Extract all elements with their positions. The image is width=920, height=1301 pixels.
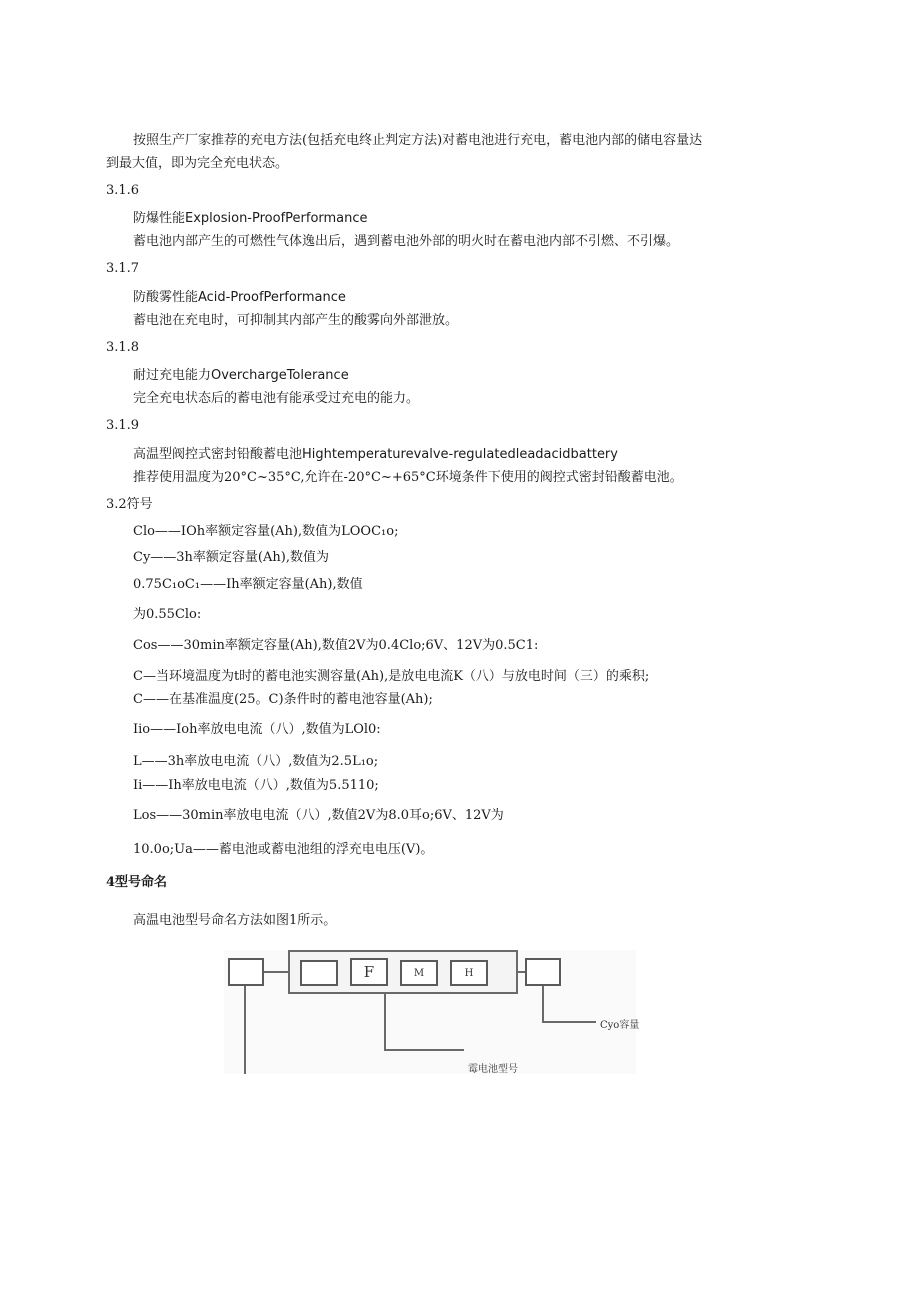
paragraph-line-2: 到最大值，即为完全充电状态。 (106, 156, 289, 171)
term-acid-proof: 防酸雾性能Acid-ProofPerformance (133, 290, 346, 305)
leader-line (244, 986, 246, 1074)
leader-line (384, 994, 386, 1050)
definition-acid-proof: 蓄电池在充电时，可抑制其内部产生的酸雾向外部泄放。 (133, 313, 459, 328)
figure-intro-text: 高温电池型号命名方法如图1所示。 (133, 913, 337, 928)
definition-explosion-proof: 蓄电池内部产生的可燃性气体逸出后，遇到蓄电池外部的明火时在蓄电池内部不引燃、不引爆。 (133, 234, 680, 249)
symbol-line: C—当环境温度为t时的蓄电池实测容量(Ah),是放电电流K（八）与放电时间（三）的乘积; (133, 669, 650, 684)
symbol-line: Cy——3h率额定容量(Ah),数值为 (133, 550, 329, 565)
section-number-316: 3.1.6 (106, 183, 140, 198)
symbol-line: Los——30min率放电电流（八）,数值2V为8.0耳o;6V、12V为 (133, 808, 504, 823)
leader-line (384, 1049, 464, 1051)
symbol-line: Cos——30min率额定容量(Ah),数值2V为0.4Clo;6V、12V为0.5C1: (133, 638, 539, 653)
type-h-letter: H (464, 967, 474, 979)
definition-overcharge: 完全充电状态后的蓄电池有能承受过充电的能力。 (133, 391, 420, 406)
model-group-frame (288, 950, 518, 994)
prefix-box (228, 958, 264, 986)
type-m-letter: M (413, 967, 425, 979)
leader-line (542, 986, 544, 1022)
definition-high-temperature: 推荐使用温度为20°C~35°C,允许在-20°C~+65°C环境条件下使用的阀控式密封铅酸蓄电池。 (133, 470, 683, 485)
type-h-box (450, 960, 488, 986)
battery-model-label: 霉电池型号 (468, 1064, 518, 1075)
symbol-line: 10.0o;Ua——蓄电池或蓄电池组的浮充电电压(V)。 (133, 842, 434, 857)
type-m-box (400, 960, 438, 986)
capacity-label: Cyo容量 (600, 1020, 640, 1031)
term-high-temperature: 高温型阀控式密封铅酸蓄电池Hightemperaturevalve-regulatedleadacidbattery (133, 447, 618, 462)
section-number-319: 3.1.9 (106, 418, 140, 433)
term-overcharge: 耐过充电能力OverchargeTolerance (133, 368, 349, 383)
section-number-317: 3.1.7 (106, 261, 140, 276)
capacity-box (525, 958, 561, 986)
symbol-line: Ii——Ih率放电电流（八）,数值为5.5110; (133, 778, 379, 793)
section-number-318: 3.1.8 (106, 340, 140, 355)
section-heading-4: 4型号命名 (106, 875, 168, 890)
type-f-letter: F (363, 963, 375, 981)
symbol-line: 为0.55Clo: (133, 607, 202, 622)
section-heading-32: 3.2符号 (106, 497, 153, 512)
paragraph-line-1: 按照生产厂家推荐的充电方法(包括充电终止判定方法)对蓄电池进行充电，蓄电池内部的储电容量达 (133, 133, 703, 148)
symbol-line: Iio——Ioh率放电电流（八）,数值为LOl0: (133, 722, 381, 737)
term-explosion-proof: 防爆性能Explosion-ProofPerformance (133, 211, 368, 226)
leader-line (542, 1021, 596, 1023)
symbol-line: Clo——IOh率额定容量(Ah),数值为LOOC₁o; (133, 524, 399, 539)
connector-line (264, 971, 289, 973)
symbol-line: L——3h率放电电流（八）,数值为2.5L₁o; (133, 754, 379, 769)
symbol-line: C——在基准温度(25。C)条件时的蓄电池容量(Ah); (133, 692, 433, 707)
model-naming-diagram (224, 950, 640, 1075)
symbol-line: 0.75C₁oC₁——Ih率额定容量(Ah),数值 (133, 577, 363, 592)
empty-box (300, 960, 338, 986)
type-f-box (350, 958, 388, 986)
